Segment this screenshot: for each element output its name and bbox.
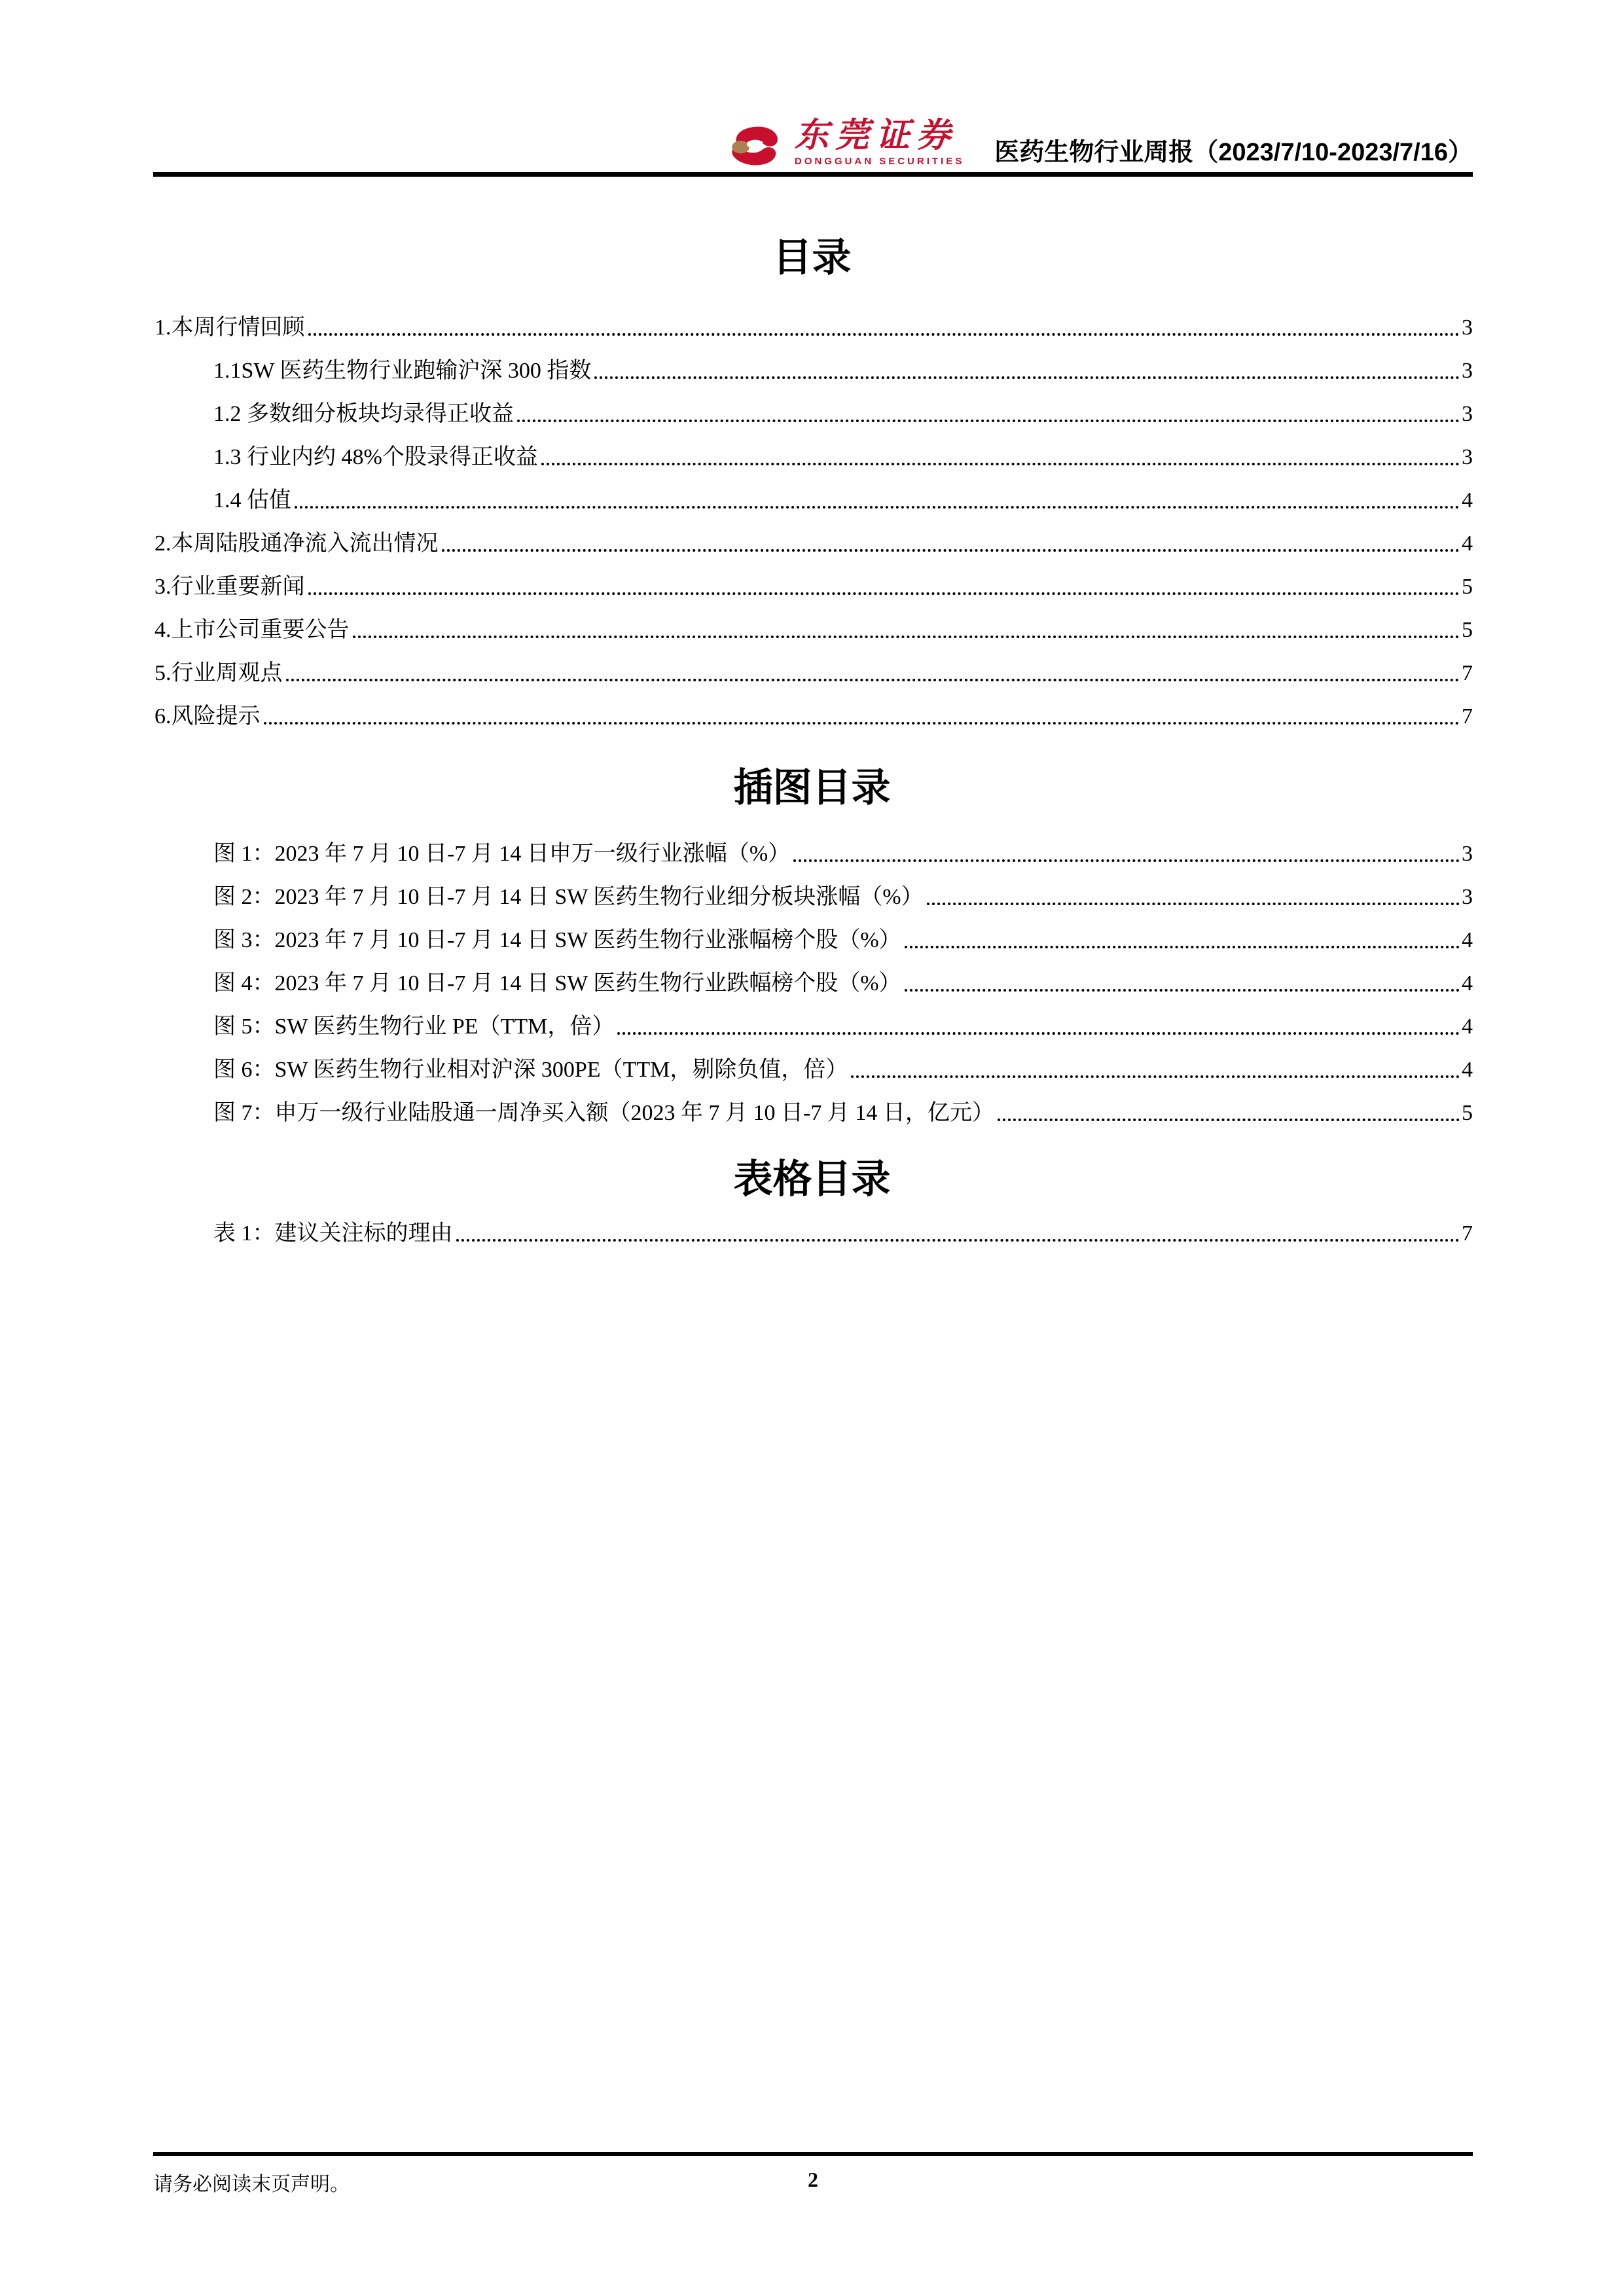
figure-entry-label: 图 6：SW 医药生物行业相对沪深 300PE（TTM，剔除负值，倍） bbox=[213, 1058, 848, 1082]
toc-section-title: 目录 bbox=[772, 236, 852, 279]
figure-entry-page-number: 3 bbox=[1462, 842, 1473, 866]
table-entry-label: 表 1：建议关注标的理由 bbox=[213, 1221, 453, 1246]
dot-leader bbox=[353, 636, 1460, 638]
toc-entry[interactable] bbox=[154, 644, 1473, 687]
figure-entry-page-number: 4 bbox=[1462, 971, 1473, 996]
toc-entry-label: 1.3 行业内约 48%个股录得正收益 bbox=[213, 445, 538, 469]
figure-entry-page-number: 5 bbox=[1462, 1101, 1473, 1125]
figure-toc-entry[interactable] bbox=[154, 825, 1473, 868]
toc-entry-page-number: 7 bbox=[1462, 661, 1473, 685]
dot-leader bbox=[927, 903, 1460, 905]
toc-entry-page-number: 7 bbox=[1462, 704, 1473, 728]
figure-toc-entry[interactable] bbox=[154, 868, 1473, 911]
figure-entry-label: 图 1：2023 年 7 月 10 日-7 月 14 日申万一级行业涨幅（%） bbox=[213, 842, 791, 866]
dot-leader bbox=[517, 420, 1460, 422]
figure-entry-page-number: 4 bbox=[1462, 928, 1473, 952]
dot-leader bbox=[456, 1239, 1460, 1242]
figure-toc-entry[interactable] bbox=[154, 911, 1473, 954]
page-header bbox=[153, 0, 1473, 177]
dot-leader bbox=[998, 1119, 1460, 1121]
dot-leader bbox=[793, 859, 1460, 862]
dongguan-securities-logo-icon bbox=[724, 125, 784, 167]
toc-entry-page-number: 3 bbox=[1462, 402, 1473, 426]
toc-entry[interactable] bbox=[154, 601, 1473, 644]
toc-entry[interactable] bbox=[154, 342, 1473, 385]
footer-disclaimer: 请务必阅读末页声明。 bbox=[153, 2174, 350, 2195]
toc-entry[interactable] bbox=[154, 687, 1473, 730]
toc-entry-label: 2.本周陆股通净流入流出情况 bbox=[154, 531, 439, 556]
dot-leader bbox=[264, 722, 1460, 725]
dot-leader bbox=[594, 376, 1460, 379]
dot-leader bbox=[308, 592, 1460, 595]
figure-entry-page-number: 4 bbox=[1462, 1058, 1473, 1082]
toc-entry-label: 1.本周行情回顾 bbox=[154, 315, 305, 340]
figure-entry-label: 图 3：2023 年 7 月 10 日-7 月 14 日 SW 医药生物行业涨幅榜个股（%） bbox=[213, 928, 901, 952]
figure-entry-label: 图 4：2023 年 7 月 10 日-7 月 14 日 SW 医药生物行业跌幅榜个股（%） bbox=[213, 971, 901, 996]
toc-entry-label: 1.2 多数细分板块均录得正收益 bbox=[213, 402, 514, 426]
brand-name-chinese: 东莞证券 bbox=[794, 117, 957, 154]
toc-entry[interactable] bbox=[154, 428, 1473, 471]
dot-leader bbox=[308, 333, 1460, 336]
toc-entry-page-number: 4 bbox=[1462, 531, 1473, 556]
toc-entry-label: 4.上市公司重要公告 bbox=[154, 618, 350, 642]
toc-entry[interactable] bbox=[154, 471, 1473, 514]
toc-entry-page-number: 4 bbox=[1462, 488, 1473, 512]
dot-leader bbox=[442, 549, 1460, 552]
dot-leader bbox=[295, 506, 1460, 509]
dot-leader bbox=[851, 1075, 1460, 1078]
dot-leader bbox=[541, 463, 1460, 465]
toc-entry-page-number: 3 bbox=[1462, 445, 1473, 469]
figure-toc-entry[interactable] bbox=[154, 997, 1473, 1041]
footer-divider bbox=[153, 2152, 1473, 2156]
table-entry-page-number: 7 bbox=[1462, 1221, 1473, 1246]
toc-entry[interactable] bbox=[154, 385, 1473, 428]
figure-toc-entry[interactable] bbox=[154, 1084, 1473, 1127]
dot-leader bbox=[286, 679, 1460, 681]
toc-entry-label: 6.风险提示 bbox=[154, 704, 261, 728]
toc-entry-page-number: 5 bbox=[1462, 618, 1473, 642]
tables-toc-list bbox=[0, 1204, 1624, 1247]
toc-list bbox=[0, 298, 1624, 730]
toc-entry-page-number: 3 bbox=[1462, 315, 1473, 340]
figure-entry-label: 图 2：2023 年 7 月 10 日-7 月 14 日 SW 医药生物行业细分板块涨幅（%） bbox=[213, 885, 924, 909]
toc-entry-label: 5.行业周观点 bbox=[154, 661, 283, 685]
toc-entry[interactable] bbox=[154, 514, 1473, 558]
figure-toc-entry[interactable] bbox=[154, 1041, 1473, 1084]
table-toc-entry[interactable] bbox=[154, 1204, 1473, 1247]
tables-section-title: 表格目录 bbox=[733, 1157, 891, 1201]
figure-entry-label: 图 7：申万一级行业陆股通一周净买入额（2023 年 7 月 10 日-7 月 14 日，亿元） bbox=[213, 1101, 994, 1125]
toc-entry-page-number: 3 bbox=[1462, 359, 1473, 383]
figure-entry-page-number: 4 bbox=[1462, 1014, 1473, 1039]
brand-logo bbox=[724, 119, 964, 167]
toc-entry-label: 1.1SW 医药生物行业跑输沪深 300 指数 bbox=[213, 359, 592, 383]
toc-entry-page-number: 5 bbox=[1462, 575, 1473, 599]
page-footer bbox=[153, 2152, 1473, 2194]
report-title: 医药生物行业周报（2023/7/10-2023/7/16） bbox=[994, 139, 1473, 166]
toc-entry-label: 1.4 估值 bbox=[213, 488, 291, 512]
figure-entry-page-number: 3 bbox=[1462, 885, 1473, 909]
toc-entry[interactable] bbox=[154, 558, 1473, 601]
footer-page-number: 2 bbox=[808, 2168, 818, 2191]
figures-section-title: 插图目录 bbox=[733, 766, 891, 810]
toc-entry-label: 3.行业重要新闻 bbox=[154, 575, 305, 599]
dot-leader bbox=[905, 946, 1460, 948]
toc-entry[interactable] bbox=[154, 298, 1473, 342]
figure-entry-label: 图 5：SW 医药生物行业 PE（TTM，倍） bbox=[213, 1014, 615, 1039]
header-divider bbox=[153, 172, 1473, 177]
figure-toc-entry[interactable] bbox=[154, 954, 1473, 997]
dot-leader bbox=[905, 989, 1460, 992]
dot-leader bbox=[617, 1032, 1460, 1035]
brand-name-english: DONGGUAN SECURITIES bbox=[794, 156, 965, 167]
figures-toc-list bbox=[0, 825, 1624, 1127]
